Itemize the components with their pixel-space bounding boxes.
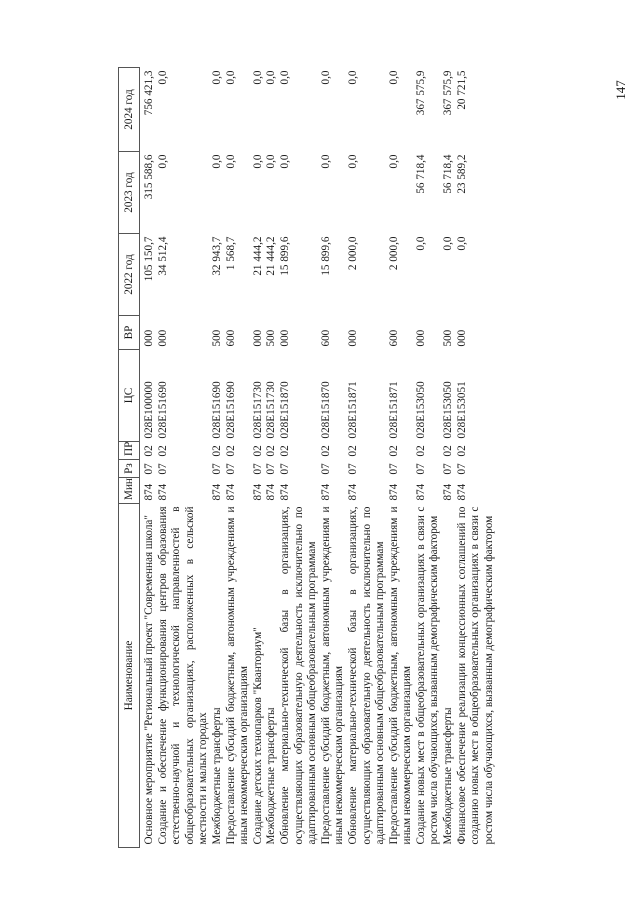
page-number: 147 — [613, 80, 628, 100]
amount-2022: 2 000,0 — [387, 236, 400, 271]
subsection-code: 02 — [265, 445, 278, 457]
row-name: Предоставление субсидий бюджетным, автономным учреждениям и иным некоммерческим организациям — [387, 506, 414, 845]
section-code: 07 — [346, 463, 359, 475]
amount-2024: 367 575,9 — [414, 70, 427, 116]
expense-type-code: 000 — [346, 329, 359, 347]
ministry-code: 874 — [414, 483, 427, 501]
target-article-code: 028E151870 — [319, 381, 332, 439]
expense-type-code: 500 — [442, 329, 455, 347]
amount-2024: 756 421,3 — [143, 70, 155, 116]
amount-2022: 2 000,0 — [346, 236, 359, 271]
target-article-code: 028E153050 — [442, 381, 455, 439]
amount-2022: 0,0 — [414, 236, 427, 251]
table-row — [265, 68, 279, 848]
ministry-code: 874 — [251, 483, 264, 501]
amount-2023: 0,0 — [387, 154, 400, 169]
amount-2023: 0,0 — [210, 154, 223, 169]
row-name: Создание и обеспечение функционирования центров образования естественно-научной и технологической направленностей в общеобразовательных организациях, расположенных в сельской местности и малых городах — [156, 506, 210, 845]
amount-2022: 15 899,6 — [278, 236, 291, 276]
row-name: Финансовое обеспечение реализации концессионных соглашений по созданию новых мест в общеобразовательных организациях в связи с ростом числа обучающихся, вызванным демографическим фактором — [455, 506, 495, 845]
amount-2024: 0,0 — [210, 70, 223, 85]
amount-2022: 32 943,7 — [210, 236, 223, 276]
expense-type-code: 600 — [387, 329, 400, 347]
section-code: 07 — [455, 463, 468, 475]
target-article-code: 028E151730 — [265, 381, 278, 439]
ministry-code: 874 — [278, 483, 291, 501]
amount-2024: 367 575,9 — [442, 70, 455, 116]
column-header: ЦС — [119, 350, 140, 442]
row-name: Обновление материально-технической базы в организациях, осуществляющих образовательную деятельность исключительно по адаптированным основным общеобразовательным программам — [346, 506, 387, 845]
table-row — [211, 68, 225, 848]
column-header: 2024 год — [119, 68, 140, 152]
section-code: 07 — [251, 463, 264, 475]
table-row — [388, 68, 415, 848]
expense-type-code: 000 — [278, 329, 291, 347]
amount-2022: 21 444,2 — [251, 236, 264, 276]
subsection-code: 02 — [251, 445, 264, 457]
row-name: Предоставление субсидий бюджетным, автономным учреждениям и иным некоммерческим организациям — [224, 506, 251, 845]
amount-2023: 0,0 — [319, 154, 332, 169]
amount-2023: 315 588,6 — [143, 154, 155, 200]
table-row — [279, 68, 320, 848]
subsection-code: 02 — [442, 445, 455, 457]
column-header: Наименование — [119, 504, 140, 848]
row-name: Создание новых мест в общеобразовательных организациях в связи с ростом числа обучающихся, вызванным демографическим фактором — [414, 506, 441, 845]
subsection-code: 02 — [143, 445, 155, 457]
amount-2024: 0,0 — [319, 70, 332, 85]
ministry-code: 874 — [224, 483, 237, 501]
table-row — [347, 68, 388, 848]
ministry-code: 874 — [156, 483, 169, 501]
subsection-code: 02 — [210, 445, 223, 457]
subsection-code: 02 — [224, 445, 237, 457]
section-code: 07 — [414, 463, 427, 475]
target-article-code: 028E151690 — [210, 381, 223, 439]
ministry-code: 874 — [346, 483, 359, 501]
amount-2023: 0,0 — [265, 154, 278, 169]
target-article-code: 028E151870 — [278, 381, 291, 439]
section-code: 07 — [442, 463, 455, 475]
column-header: 2022 год — [119, 234, 140, 316]
expense-type-code: 000 — [251, 329, 264, 347]
row-name: Создание детских технопарков "Кванториум" — [251, 627, 264, 845]
section-code: 07 — [143, 463, 155, 475]
table-row — [442, 68, 456, 848]
amount-2023: 23 589,2 — [455, 154, 468, 194]
expense-type-code: 000 — [143, 329, 155, 347]
amount-2022: 0,0 — [455, 236, 468, 251]
target-article-code: 028E151730 — [251, 381, 264, 439]
amount-2024: 0,0 — [156, 70, 169, 85]
section-code: 07 — [278, 463, 291, 475]
table-row — [225, 68, 252, 848]
amount-2024: 0,0 — [265, 70, 278, 85]
subsection-code: 02 — [278, 445, 291, 457]
table-row — [140, 68, 157, 848]
amount-2023: 0,0 — [224, 154, 237, 169]
subsection-code: 02 — [156, 445, 169, 457]
expense-type-code: 000 — [156, 329, 169, 347]
amount-2022: 15 899,6 — [319, 236, 332, 276]
amount-2022: 1 568,7 — [224, 236, 237, 271]
amount-2024: 0,0 — [278, 70, 291, 85]
section-code: 07 — [319, 463, 332, 475]
target-article-code: 028E153051 — [455, 381, 468, 439]
row-name: Межбюджетные трансферты — [442, 707, 455, 845]
target-article-code: 028E153050 — [414, 381, 427, 439]
subsection-code: 02 — [387, 445, 400, 457]
target-article-code: 028E151871 — [387, 381, 400, 439]
ministry-code: 874 — [319, 483, 332, 501]
target-article-code: 028E100000 — [143, 381, 155, 439]
target-article-code: 028E151871 — [346, 381, 359, 439]
column-header: 2023 год — [119, 152, 140, 234]
table-row — [157, 68, 211, 848]
subsection-code: 02 — [455, 445, 468, 457]
table-header — [119, 68, 140, 848]
amount-2024: 20 721,5 — [455, 70, 468, 110]
row-name: Обновление материально-технической базы в организациях, осуществляющих образовательную деятельность исключительно по адаптированным основным общеобразовательным программам — [278, 506, 319, 845]
table-row — [252, 68, 266, 848]
expense-type-code: 600 — [224, 329, 237, 347]
expense-type-code: 500 — [210, 329, 223, 347]
expense-type-code: 000 — [455, 329, 468, 347]
expense-type-code: 600 — [319, 329, 332, 347]
column-header: Мин — [119, 478, 140, 504]
row-name: Межбюджетные трансферты — [210, 707, 223, 845]
section-code: 07 — [265, 463, 278, 475]
subsection-code: 02 — [346, 445, 359, 457]
amount-2023: 0,0 — [278, 154, 291, 169]
amount-2024: 0,0 — [251, 70, 264, 85]
ministry-code: 874 — [455, 483, 468, 501]
header-row — [119, 68, 140, 848]
budget-table — [118, 67, 496, 848]
row-name: Предоставление субсидий бюджетным, автономным учреждениям и иным некоммерческим организациям — [319, 506, 346, 845]
section-code: 07 — [210, 463, 223, 475]
amount-2023: 56 718,4 — [414, 154, 427, 194]
table-row — [415, 68, 442, 848]
ministry-code: 874 — [210, 483, 223, 501]
ministry-code: 874 — [143, 483, 155, 501]
amount-2023: 0,0 — [251, 154, 264, 169]
amount-2024: 0,0 — [387, 70, 400, 85]
target-article-code: 028E151690 — [156, 381, 169, 439]
amount-2022: 105 150,7 — [143, 236, 155, 282]
row-name: Основное мероприятие "Региональный проект "Современная школа" — [143, 515, 155, 845]
ministry-code: 874 — [442, 483, 455, 501]
expense-type-code: 500 — [265, 329, 278, 347]
subsection-code: 02 — [414, 445, 427, 457]
amount-2022: 34 512,4 — [156, 236, 169, 276]
column-header: ПР — [119, 442, 140, 460]
column-header: Рз — [119, 460, 140, 478]
amount-2023: 0,0 — [346, 154, 359, 169]
subsection-code: 02 — [319, 445, 332, 457]
section-code: 07 — [224, 463, 237, 475]
table-body — [140, 68, 497, 848]
ministry-code: 874 — [265, 483, 278, 501]
table-row — [456, 68, 497, 848]
target-article-code: 028E151690 — [224, 381, 237, 439]
ministry-code: 874 — [387, 483, 400, 501]
column-header: ВР — [119, 316, 140, 350]
amount-2024: 0,0 — [224, 70, 237, 85]
rotated-page-content — [118, 68, 496, 848]
section-code: 07 — [156, 463, 169, 475]
expense-type-code: 000 — [414, 329, 427, 347]
amount-2023: 0,0 — [156, 154, 169, 169]
table-row — [320, 68, 347, 848]
amount-2023: 56 718,4 — [442, 154, 455, 194]
row-name: Межбюджетные трансферты — [265, 707, 278, 845]
amount-2022: 21 444,2 — [265, 236, 278, 276]
amount-2024: 0,0 — [346, 70, 359, 85]
section-code: 07 — [387, 463, 400, 475]
amount-2022: 0,0 — [442, 236, 455, 251]
